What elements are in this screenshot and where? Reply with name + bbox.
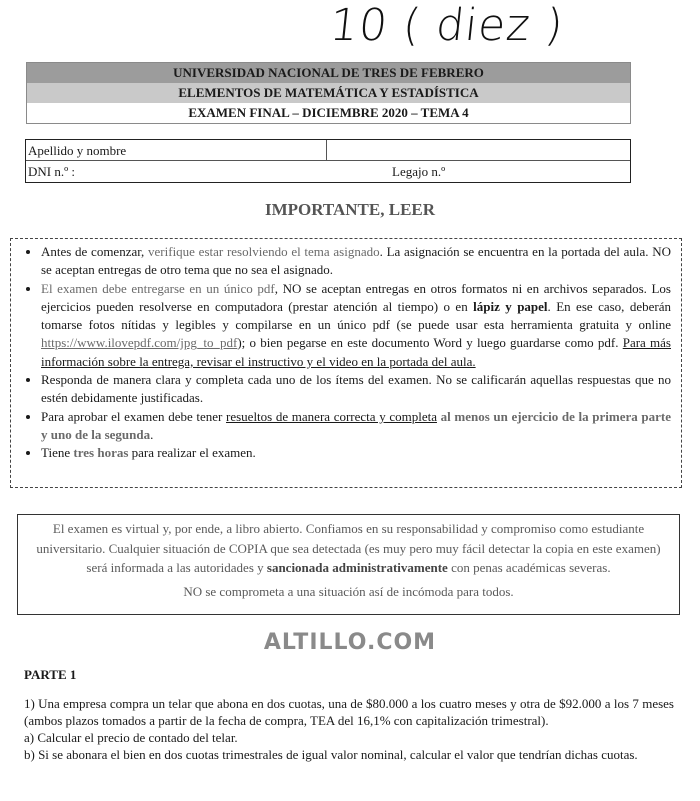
rules-list [11,239,681,463]
copy-notice-paragraph: El examen es virtual y, por ende, a libro abierto. Confiamos en su responsabilidad y compromiso como estudiante universitario. Cualquier situación de COPIA que sea detectada (es muy pero muy fácil detectar la copia en este examen) será informada a las autoridades y sancionada administrativamente con penas académicas severas. [36,521,661,575]
watermark: ALTILLO.COM [263,630,437,655]
part-title: PARTE 1 [24,667,77,682]
dni-label: DNI n.º : [28,164,75,179]
legajo-label: Legajo n.º [392,164,446,179]
handwritten-grade: 10 ( diez ) [327,0,567,51]
rule-item: • Para aprobar el examen debe tener resueltos de manera correcta y completa al menos un ejercicio de la primera parte y uno de la segunda. [41,408,671,445]
copy-notice-closing: NO se comprometa a una situación así de incómoda para todos. [183,583,514,599]
problem-1 [24,695,674,763]
course-name: ELEMENTOS DE MATEMÁTICA Y ESTADÍSTICA [27,83,630,103]
important-title: IMPORTANTE, LEER [264,200,436,219]
name-field[interactable] [326,140,631,160]
copy-notice [17,514,680,615]
rule-item: • Tiene tres horas para realizar el examen. [41,444,671,462]
rules-box [10,238,682,488]
name-row [26,140,630,161]
problem-1-statement: 1) Una empresa compra un telar que abona en dos cuotas, una de $80.000 a los cuatro meses y otra de $92.000 a los 7 meses (ambos plazos tomados a partir de la fecha de compra, TEA del 16,1% con capitalización trimestral). [24,696,674,728]
university-name: UNIVERSIDAD NACIONAL DE TRES DE FEBRERO [27,63,630,83]
rule-item: • Antes de comenzar, verifique estar resolviendo el tema asignado. La asignación se encuentra en la portada del aula. NO se aceptan entregas de otro tema que no sea el asignado. [41,243,671,280]
ilovepdf-link[interactable]: https://www.ilovepdf.com/jpg_to_pdf [41,335,238,351]
name-label: Apellido y nombre [28,143,127,158]
rule-item: • Responda de manera clara y completa cada uno de los ítems del examen. No se calificarán aquellas respuestas que no estén debidamente justificadas. [41,371,671,408]
rule-item: • El examen debe entregarse en un único pdf, NO se aceptan entregas en otros formatos ni en archivos separados. Los ejercicios pueden resolverse en computadora (prestar atención al tiempo) o en lápiz y papel. En ese caso, deberán tomarse fotos nítidas y legibles y compilarse en un único pdf (se puede usar esta herramienta gratuita y online https://www.ilovepdf.com/jpg_to_pdf); o bien pegarse en este documento Word y luego guardarse como pdf. Para más información sobre la entrega, revisar el instructivo y el video en la portada del aula. [41,280,671,371]
student-id-box [25,139,631,183]
dni-row [26,161,630,181]
exam-title: EXAMEN FINAL – DICIEMBRE 2020 – TEMA 4 [27,103,630,123]
problem-1-item-a: a) Calcular el precio de contado del telar. [24,730,238,745]
problem-1-item-b: b) Si se abonara el bien en dos cuotas trimestrales de igual valor nominal, calcular el valor que tendrían dichas cuotas. [24,747,638,762]
exam-header [26,62,631,124]
